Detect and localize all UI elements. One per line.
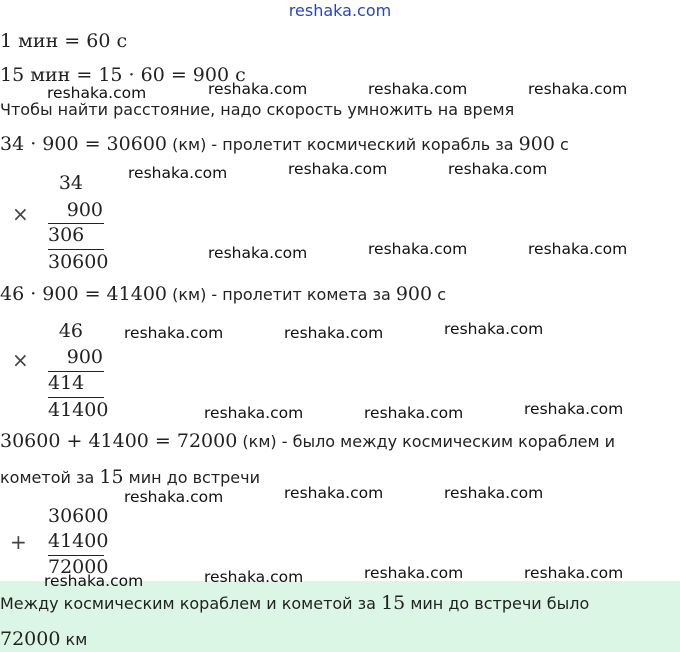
- line-comet-distance: [0, 284, 446, 305]
- sum-result: 72000: [48, 556, 109, 578]
- addend-b: 41400: [48, 530, 109, 552]
- answer-minutes: 15: [381, 592, 406, 614]
- watermark: reshaka.com: [204, 404, 304, 422]
- factor-b: 900: [66, 199, 103, 221]
- addend-a: 30600: [48, 505, 109, 527]
- watermark: reshaka.com: [284, 484, 384, 502]
- line-distance-rule: Чтобы найти расстояние, надо скорость умножить на время: [0, 100, 515, 119]
- watermark: reshaka.com: [524, 564, 624, 582]
- site-header-link[interactable]: reshaka.com: [288, 1, 392, 20]
- partial-product: 414: [48, 372, 85, 394]
- watermark: reshaka.com: [448, 160, 548, 178]
- partial-product: 306: [48, 224, 85, 246]
- watermark: reshaka.com: [444, 484, 544, 502]
- answer-line-2: [0, 629, 87, 650]
- watermark: reshaka.com: [524, 400, 624, 418]
- ship-unit: с: [554, 135, 569, 154]
- product-result: 41400: [48, 399, 109, 421]
- watermark: reshaka.com: [368, 240, 468, 258]
- line-total-distance-cont: [0, 467, 260, 488]
- answer-unit: км: [60, 630, 88, 649]
- watermark: reshaka.com: [368, 80, 468, 98]
- divider-line: [48, 397, 104, 398]
- plus-sign: +: [10, 530, 27, 554]
- answer-text: Между космическим кораблем и кометой за: [0, 594, 382, 613]
- watermark: reshaka.com: [288, 160, 388, 178]
- comet-equation: 46 · 900 = 41400: [0, 283, 168, 305]
- answer-line-1: [0, 593, 589, 614]
- factor-a: 34: [58, 172, 83, 194]
- watermark: reshaka.com: [204, 568, 304, 586]
- line-ship-distance: [0, 134, 569, 155]
- comet-text: (км) - пролетит комета за: [167, 285, 396, 304]
- line-minutes-to-seconds: 1 мин = 60 с: [0, 30, 128, 52]
- watermark: reshaka.com: [124, 324, 224, 342]
- watermark: reshaka.com: [47, 84, 147, 102]
- sum-text-3: мин до встречи: [123, 468, 260, 487]
- line-15-minutes: 15 мин = 15 · 60 = 900 с: [0, 64, 246, 86]
- answer-value: 72000: [0, 628, 61, 650]
- line-total-distance: [0, 431, 615, 452]
- ship-seconds: 900: [518, 133, 555, 155]
- watermark: reshaka.com: [44, 572, 144, 590]
- comet-unit: с: [432, 285, 446, 304]
- divider-line: [48, 249, 104, 250]
- watermark: reshaka.com: [444, 320, 544, 338]
- factor-b: 900: [66, 346, 103, 368]
- sum-text: (км) - было между космическим кораблем и: [237, 432, 616, 451]
- watermark: reshaka.com: [528, 240, 628, 258]
- watermark: reshaka.com: [208, 80, 308, 98]
- ship-text: (км) - пролетит космический корабль за: [167, 135, 519, 154]
- sum-text-2: кометой за: [0, 468, 100, 487]
- watermark: reshaka.com: [364, 404, 464, 422]
- multiply-sign: ×: [12, 348, 29, 372]
- watermark: reshaka.com: [284, 324, 384, 342]
- multiply-sign: ×: [12, 202, 29, 226]
- factor-a: 46: [58, 320, 83, 342]
- watermark: reshaka.com: [124, 488, 224, 506]
- answer-block: [0, 581, 680, 652]
- watermark: reshaka.com: [364, 564, 464, 582]
- watermark: reshaka.com: [128, 164, 228, 182]
- product-result: 30600: [48, 251, 109, 273]
- watermark: reshaka.com: [208, 244, 308, 262]
- minutes-number: 15: [99, 466, 124, 488]
- ship-equation: 34 · 900 = 30600: [0, 133, 168, 155]
- watermark: reshaka.com: [528, 80, 628, 98]
- sum-equation: 30600 + 41400 = 72000: [0, 430, 238, 452]
- comet-seconds: 900: [395, 283, 433, 305]
- answer-text-2: мин до встречи было: [405, 594, 590, 613]
